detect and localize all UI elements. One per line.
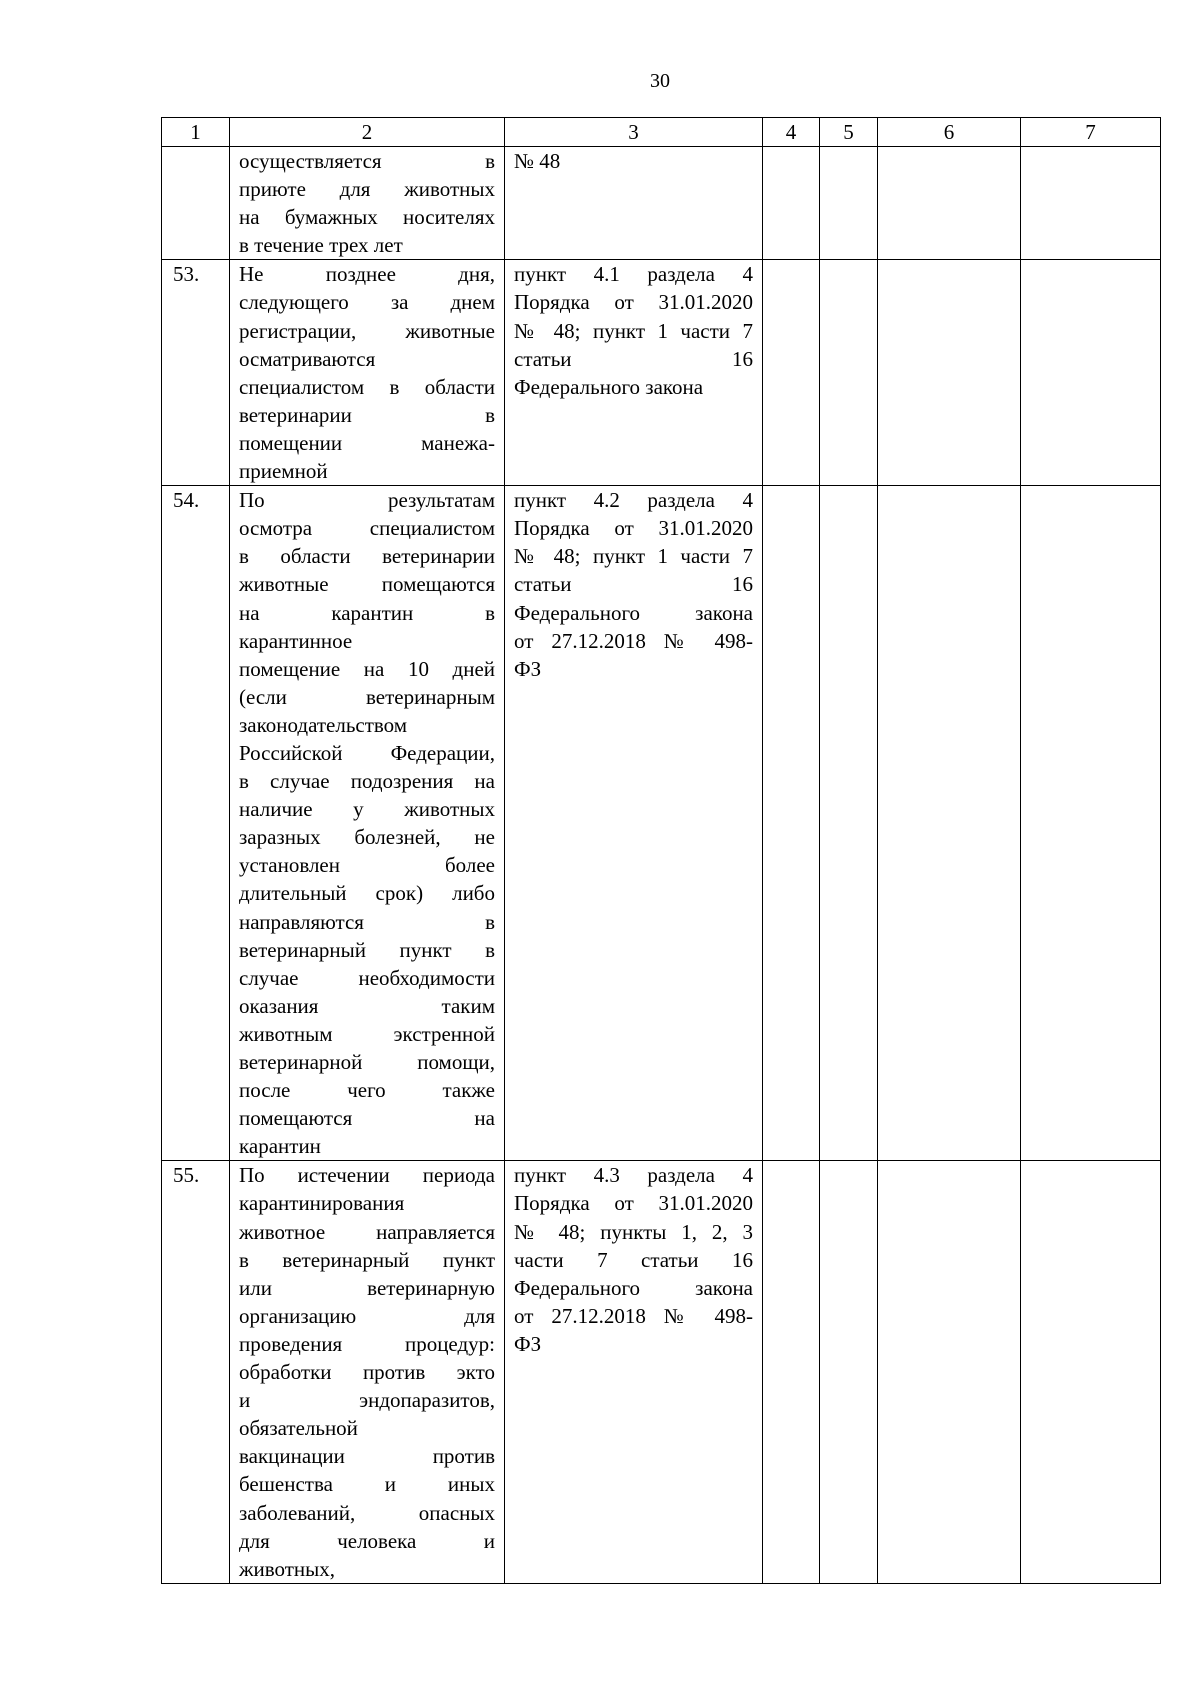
- table-header-row: [162, 118, 1161, 147]
- text-line: законодательством: [239, 712, 408, 737]
- table-row: [162, 147, 1161, 260]
- text-line: установлен более: [239, 853, 495, 878]
- text-line: ветеринарной помощи,: [239, 1050, 495, 1074]
- text-line: проведения процедур:: [239, 1331, 495, 1356]
- text-line: статьи 16: [514, 346, 753, 371]
- text-line: По истечении периода: [239, 1163, 495, 1188]
- text-line: специалистом в области: [239, 374, 495, 399]
- text-line: карантинирования: [239, 1191, 405, 1216]
- column-header: 7: [1021, 118, 1161, 147]
- text-line: для человека и: [239, 1528, 495, 1553]
- table-row: [162, 486, 1161, 1161]
- table-row: [162, 260, 1161, 486]
- text-line: пункт 4.3 раздела 4: [514, 1163, 753, 1188]
- column-header: 1: [162, 118, 230, 147]
- table-body: [162, 147, 1161, 1584]
- empty-cell-col-7[interactable]: [1021, 260, 1161, 486]
- row-number-cell: [162, 147, 230, 260]
- text-line: ветеринарии в: [239, 402, 495, 427]
- empty-cell-col-5[interactable]: [820, 147, 878, 260]
- text-line: пункт 4.1 раздела 4: [514, 262, 753, 287]
- text-line: Федерального закона: [514, 1275, 753, 1300]
- text-line: случае необходимости: [239, 965, 495, 990]
- text-line: осматриваются: [239, 346, 376, 371]
- text-line: после чего также: [239, 1078, 495, 1103]
- text-line: помещение на 10 дней: [239, 656, 495, 681]
- text-line: организацию для: [239, 1303, 495, 1328]
- text-line: обработки против экто: [239, 1360, 495, 1385]
- requirement-cell: [230, 260, 505, 486]
- text-line: следующего за днем: [239, 290, 495, 315]
- requirement-cell: [230, 486, 505, 1161]
- table-row: [162, 1161, 1161, 1583]
- text-line: карантинное: [239, 628, 353, 653]
- text-line: Федерального закона: [514, 374, 704, 399]
- row-number-cell: 54.: [162, 486, 230, 1161]
- text-line: регистрации, животные: [239, 318, 495, 343]
- text-line: или ветеринарную: [239, 1275, 495, 1300]
- text-line: наличие у животных: [239, 797, 495, 822]
- text-line: По результатам: [239, 488, 495, 513]
- empty-cell-col-4[interactable]: [763, 1161, 820, 1583]
- text-line: пункт 4.2 раздела 4: [514, 488, 753, 513]
- text-line: (если ветеринарным: [239, 684, 495, 709]
- text-line: заболеваний, опасных: [239, 1500, 495, 1525]
- empty-cell-col-5[interactable]: [820, 260, 878, 486]
- text-line: Российской Федерации,: [239, 740, 495, 765]
- text-line: ФЗ: [514, 656, 542, 681]
- text-line: животное направляется: [239, 1219, 495, 1244]
- text-line: на бумажных носителях: [239, 205, 495, 230]
- text-line: ФЗ: [514, 1331, 542, 1356]
- empty-cell-col-7[interactable]: [1021, 1161, 1161, 1583]
- text-line: помещаются на: [239, 1106, 495, 1131]
- text-line: карантин: [239, 1134, 321, 1159]
- text-line: Порядка от 31.01.2020: [514, 516, 753, 541]
- text-line: на карантин в: [239, 600, 495, 625]
- empty-cell-col-6[interactable]: [878, 147, 1021, 260]
- text-line: в области ветеринарии: [239, 544, 495, 569]
- empty-cell-col-4[interactable]: [763, 260, 820, 486]
- text-line: Порядка от 31.01.2020: [514, 1191, 753, 1216]
- empty-cell-col-7[interactable]: [1021, 147, 1161, 260]
- text-line: осуществляется в: [239, 149, 495, 173]
- text-line: осмотра специалистом: [239, 516, 495, 541]
- text-line: в ветеринарный пункт: [239, 1247, 495, 1272]
- text-line: помещении манежа-: [239, 430, 495, 455]
- column-header: 3: [505, 118, 763, 147]
- text-line: приюте для животных: [239, 177, 495, 202]
- text-line: направляются в: [239, 909, 495, 934]
- empty-cell-col-7[interactable]: [1021, 486, 1161, 1161]
- empty-cell-col-5[interactable]: [820, 486, 878, 1161]
- column-header: 4: [763, 118, 820, 147]
- text-line: оказания таким: [239, 993, 495, 1018]
- text-line: № 48; пункт 1 части 7: [514, 318, 753, 343]
- text-line: вакцинации против: [239, 1444, 495, 1469]
- text-line: Не позднее дня,: [239, 262, 495, 287]
- column-header: 2: [230, 118, 505, 147]
- legal-reference-cell: [505, 486, 763, 1161]
- requirement-cell: [230, 1161, 505, 1583]
- text-line: в течение трех лет: [239, 233, 403, 258]
- text-line: животные помещаются: [239, 572, 495, 597]
- text-line: животных,: [239, 1556, 336, 1581]
- row-number-cell: 55.: [162, 1161, 230, 1583]
- text-line: длительный срок) либо: [239, 881, 495, 906]
- text-line: от 27.12.2018 № 498-: [514, 628, 753, 653]
- empty-cell-col-5[interactable]: [820, 1161, 878, 1583]
- text-line: бешенства и иных: [239, 1472, 495, 1497]
- text-line: Порядка от 31.01.2020: [514, 290, 753, 315]
- legal-reference-cell: [505, 147, 763, 260]
- empty-cell-col-6[interactable]: [878, 260, 1021, 486]
- empty-cell-col-6[interactable]: [878, 486, 1021, 1161]
- text-line: части 7 статьи 16: [514, 1247, 753, 1272]
- text-line: и эндопаразитов,: [239, 1388, 495, 1413]
- text-line: обязательной: [239, 1416, 358, 1441]
- requirements-table: [161, 117, 1161, 1584]
- row-number-cell: 53.: [162, 260, 230, 486]
- text-line: № 48: [514, 149, 561, 173]
- requirement-cell: [230, 147, 505, 260]
- column-header: 5: [820, 118, 878, 147]
- text-line: № 48; пункт 1 части 7: [514, 544, 753, 569]
- text-line: ветеринарный пункт в: [239, 937, 495, 962]
- text-line: животным экстренной: [239, 1021, 495, 1046]
- column-header: 6: [878, 118, 1021, 147]
- empty-cell-col-6[interactable]: [878, 1161, 1021, 1583]
- text-line: № 48; пункты 1, 2, 3: [514, 1219, 753, 1244]
- legal-reference-cell: [505, 1161, 763, 1583]
- text-line: заразных болезней, не: [239, 825, 495, 850]
- text-line: приемной: [239, 459, 328, 484]
- text-line: от 27.12.2018 № 498-: [514, 1303, 753, 1328]
- legal-reference-cell: [505, 260, 763, 486]
- text-line: статьи 16: [514, 572, 753, 597]
- empty-cell-col-4[interactable]: [763, 147, 820, 260]
- text-line: в случае подозрения на: [239, 769, 495, 794]
- page-number: 30: [650, 70, 670, 92]
- empty-cell-col-4[interactable]: [763, 486, 820, 1161]
- text-line: Федерального закона: [514, 600, 753, 625]
